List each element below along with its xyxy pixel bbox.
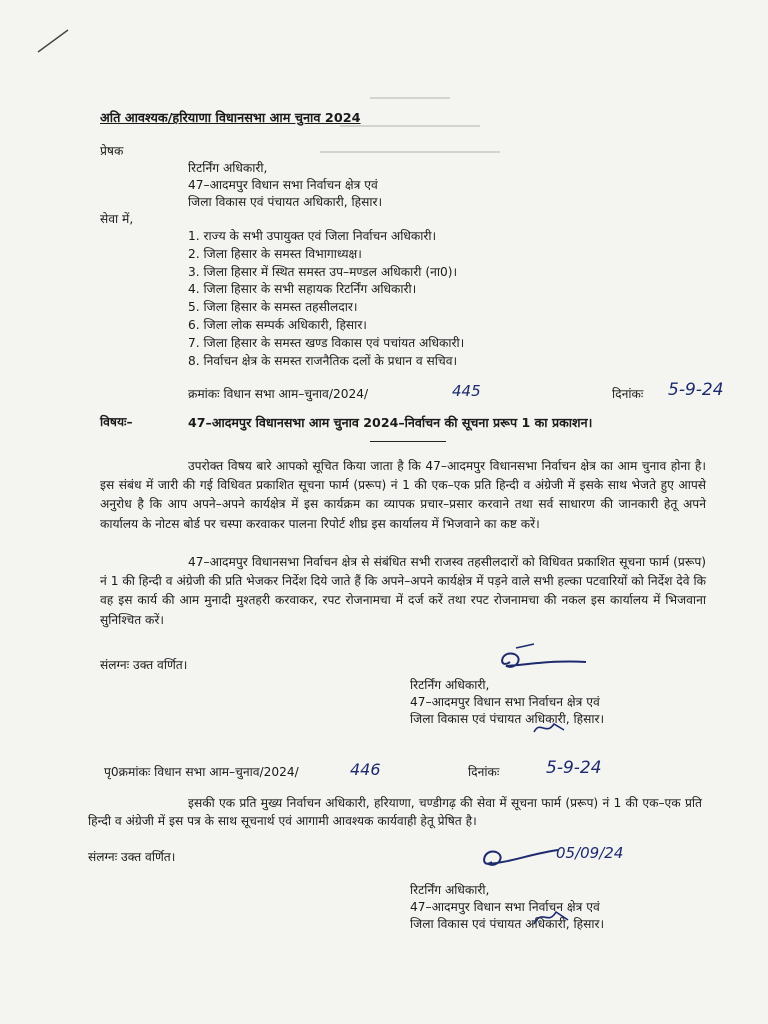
signature-1 (494, 640, 604, 680)
recipient-item: 8. निर्वाचन क्षेत्र के समस्त राजनैतिक दलों के प्रधान व सचिव। (188, 353, 458, 368)
recipient-item: 7. जिला हिसार के समस्त खण्ड विकास एवं पचांयत अधिकारी। (188, 335, 465, 350)
endorsement-text: इसकी एक प्रति मुख्य निर्वाचन अधिकारी, हरियाणा, चण्डीगढ़ की सेवा में सूचना फार्म (प्ररूप) नं 1 की एक–एक प्रति हिन्दी व अंग्रेजी में इस पत्र के साथ सूचनार्थ एवं आगामी आवश्यक कार्यवाही हेतू प्रेषित है। (88, 796, 702, 828)
recipient-item: 5. जिला हिसार के समस्त तहसीलदार। (188, 300, 358, 315)
subject-text: 47–आदमपुर विधानसभा आम चुनाव 2024–निर्वाचन की सूचना प्ररूप 1 का प्रकाशन। (188, 415, 593, 430)
subject-underline (370, 441, 446, 442)
recipient-item: 3. जिला हिसार में स्थित समस्त उप–मण्डल अधिकारी (ना0)। (188, 264, 458, 279)
endorsement-label: पृ0क्रमांकः विधान सभा आम–चुनाव/2024/ (104, 765, 299, 779)
signature-1-line-3: जिला विकास एवं पंचायत अधिकारी, हिसार। (410, 712, 605, 726)
signature-1-line-2: 47–आदमपुर विधान सभा निर्वाचन क्षेत्र एवं (410, 695, 600, 709)
reference-date-label: दिनांकः (612, 387, 644, 401)
recipient-item: 2. जिला हिसार के समस्त विभागाध्यक्ष। (188, 246, 362, 261)
reference-date-handwritten: 5-9-24 (668, 380, 724, 400)
sender-label: प्रेषक (100, 144, 124, 158)
recipients-label: सेवा में, (100, 212, 134, 226)
reference-number-handwritten: 445 (452, 382, 481, 400)
enclosure-note: संलग्नः उक्त वर्णित। (100, 658, 188, 672)
sender-line-1: रिटर्निंग अधिकारी, (188, 161, 268, 175)
signature-2-line-2: 47–आदमपुर विधान सभा निर्वाचन क्षेत्र एवं (410, 900, 600, 914)
endorsement-date-label: दिनांकः (468, 765, 500, 779)
recipients-list (188, 228, 464, 370)
endorsement-number-handwritten: 446 (350, 760, 381, 779)
initial-mark-2 (530, 904, 574, 930)
signature-1-line-1: रिटर्निंग अधिकारी, (410, 678, 490, 692)
recipient-item: 4. जिला हिसार के सभी सहायक रिटर्निंग अधिकारी। (188, 282, 417, 297)
sender-line-2: 47–आदमपुर विधान सभा निर्वाचन क्षेत्र एवं (188, 178, 378, 192)
reference-label: क्रमांकः विधान सभा आम–चुनाव/2024/ (188, 387, 369, 401)
signature-2 (478, 836, 568, 876)
signature-2-line-3: जिला विकास एवं पंचायत अधिकारी, हिसार। (410, 917, 605, 931)
signature-2-line-1: रिटर्निंग अधिकारी, (410, 883, 490, 897)
endorsement-enclosure: संलग्नः उक्त वर्णित। (88, 850, 176, 864)
endorsement-date-handwritten: 5-9-24 (546, 758, 602, 778)
body-paragraph-2: 47–आदमपुर विधानसभा निर्वाचन क्षेत्र से संबंधित सभी राजस्व तहसीलदारों को विधिवत प्रकाशित सूचना फार्म (प्ररूप) नं 1 की हिन्दी व अंग्रेजी की प्रति भेजकर निर्देश दिये जाते हैं कि अपने–अपने कार्यक्षेत्र में पड़ने वाले सभी हल्का पटवारियों को निर्देश देवे कि वह इस कार्य की आम मुनादी मुश्तहरी करवाकर, रपट रोजनामचा में दर्ज करें तथा रपट रोजनामचा की नकल इस कार्यालय में भिजवाना सुनिश्चित करें। (100, 555, 706, 627)
recipient-item: 6. जिला लोक सम्पर्क अधिकारी, हिसार। (188, 317, 367, 332)
signature-2-date-handwritten: 05/09/24 (556, 844, 624, 862)
sender-line-3: जिला विकास एवं पंचायत अधिकारी, हिसार। (188, 195, 383, 209)
subject-label: विषयः– (100, 415, 133, 429)
corner-pen-mark (34, 26, 74, 56)
letter-title: अति आवश्यक/हरियाणा विधानसभा आम चुनाव 2024 (100, 111, 361, 126)
initial-mark-1 (530, 716, 570, 738)
body-paragraph-1: उपरोक्त विषय बारे आपको सूचित किया जाता है कि 47–आदमपुर विधानसभा निर्वाचन क्षेत्र का आम चुनाव होना है। इस संबंध में जारी की गई विधिवत प्रकाशित सूचना फार्म (प्ररूप) नं 1 की एक–एक प्रति हिन्दी व अंग्रेजी में इसके साथ भेजते हुए आपसे अनुरोध है कि आप अपने–अपने कार्यक्षेत्र में इस कार्यक्रम का व्यापक प्रचार–प्रसार करवाने तथा सर्व साधारण की जानकारी हेतू अपने कार्यालय के नोटस बोर्ड पर चस्पा करवाकर पालना रिपोर्ट शीघ्र इस कार्यालय में भिजवाने का कष्ट करें। (100, 459, 706, 531)
recipient-item: 1. राज्य के सभी उपायुक्त एवं जिला निर्वाचन अधिकारी। (188, 229, 437, 243)
